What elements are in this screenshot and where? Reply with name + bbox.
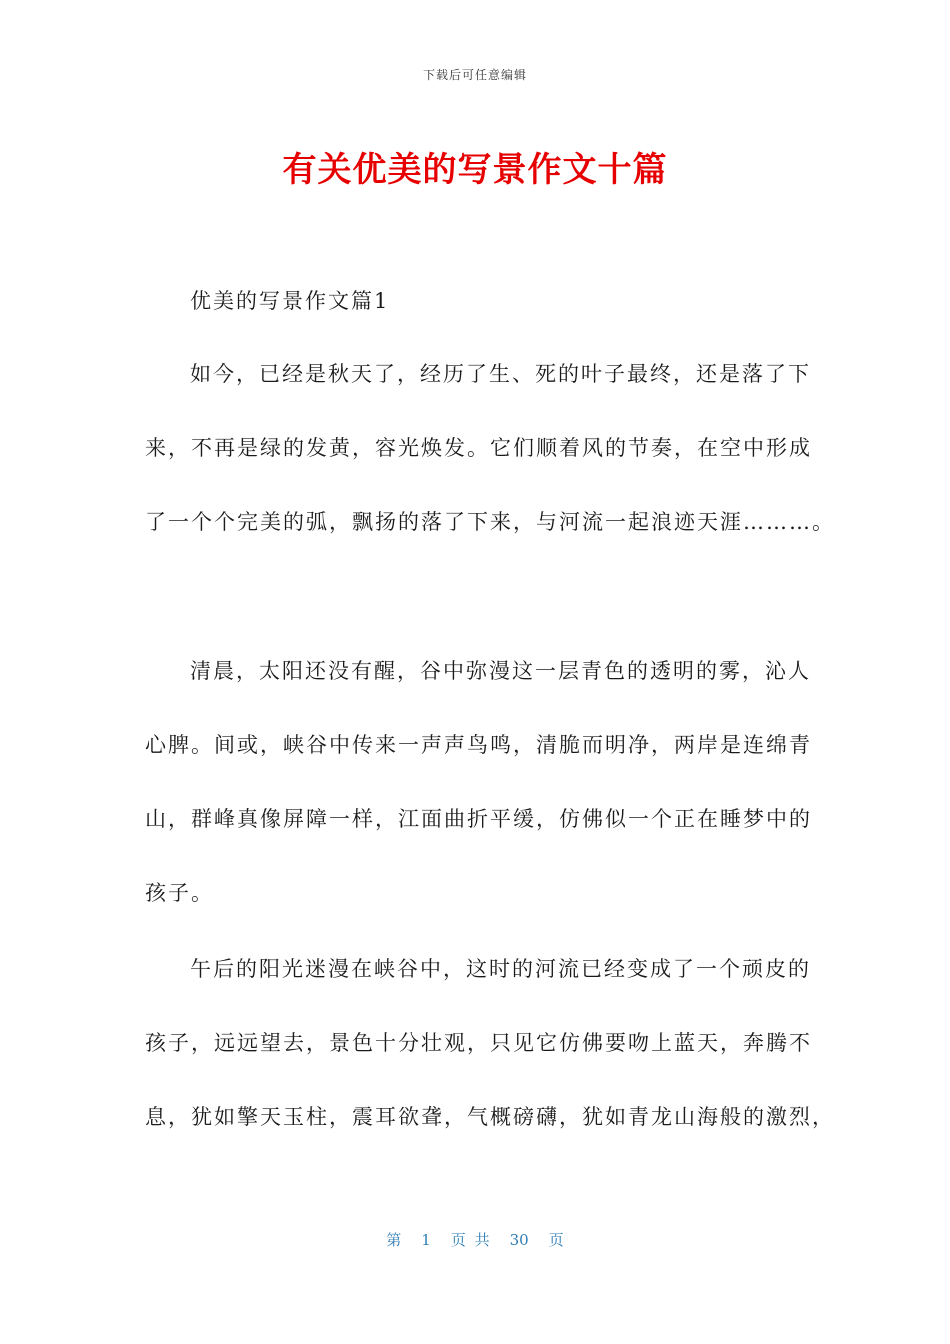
paragraph-line: 山，群峰真像屏障一样，江面曲折平缓，仿佛似一个正在睡梦中的 [145,807,812,831]
paragraph-line: 如今，已经是秋天了，经历了生、死的叶子最终，还是落了下 [190,362,811,386]
page-header-note: 下载后可任意编辑 [422,68,527,82]
footer-page-label: 第 [386,1231,402,1249]
footer-end-label: 页 [548,1231,564,1249]
paragraph-line: 息，犹如擎天玉柱，震耳欲聋，气概磅礴，犹如青龙山海般的激烈， [145,1105,835,1129]
paragraph-line: 午后的阳光迷漫在峡谷中，这时的河流已经变成了一个顽皮的 [190,957,811,981]
document-title: 有关优美的写景作文十篇 [282,150,668,190]
footer-of-label: 页 共 [450,1231,490,1249]
section-heading: 优美的写景作文篇1 [190,289,390,313]
paragraph-line: 来，不再是绿的发黄，容光焕发。它们顺着风的节奏，在空中形成 [145,436,812,460]
paragraph-line: 心脾。间或，峡谷中传来一声声鸟鸣，清脆而明净，两岸是连绵青 [145,733,812,757]
page-footer [0,1229,950,1250]
footer-total-pages: 30 [509,1231,529,1249]
paragraph-line: 清晨，太阳还没有醒，谷中弥漫这一层青色的透明的雾，沁人 [190,659,811,683]
footer-page-number: 1 [421,1231,431,1249]
paragraph-line: 了一个个完美的弧，飘扬的落了下来，与河流一起浪迹天涯………。 [145,510,835,534]
paragraph-line: 孩子。 [145,881,214,905]
paragraph-line: 孩子，远远望去，景色十分壮观，只见它仿佛要吻上蓝天，奔腾不 [145,1031,812,1055]
